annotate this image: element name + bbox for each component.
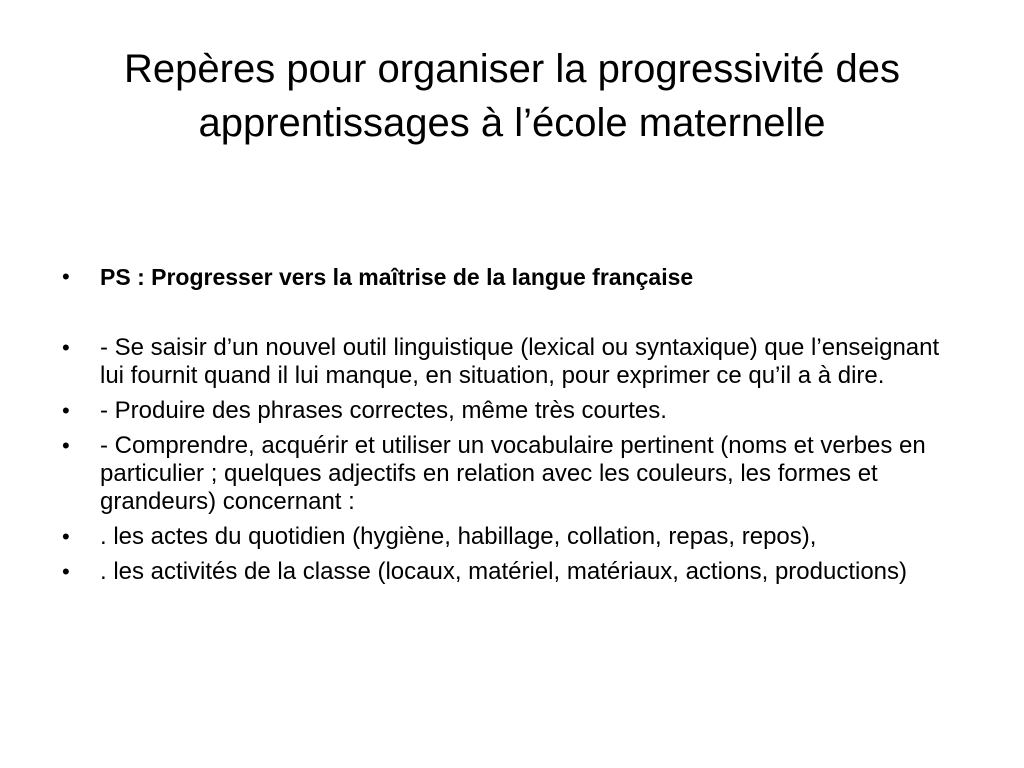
bullet-text: - Produire des phrases correctes, même très courtes. [100, 397, 667, 424]
slide-title [40, 42, 984, 150]
bullet-text: - Comprendre, acquérir et utiliser un vocabulaire pertinent (noms et verbes en particulier ; quelques adjectifs en relation avec les couleurs, les formes et grandeurs) concernant : [100, 432, 926, 515]
bullet-icon: • [62, 264, 70, 289]
bullet-icon: • [62, 398, 70, 423]
slide-title-line-2: apprentissages à l’école maternelle [198, 101, 826, 145]
bullet-item [62, 397, 967, 425]
bullet-icon: • [62, 433, 70, 458]
bullet-item [62, 523, 967, 551]
bullet-list [62, 263, 967, 593]
bullet-text: - Se saisir d’un nouvel outil linguistique (lexical ou syntaxique) que l’enseignant lui fournit quand il lui manque, en situation, pour exprimer ce qu’il a à dire. [100, 334, 940, 389]
bullet-text: . les actes du quotidien (hygiène, habillage, collation, repas, repos), [100, 523, 817, 550]
bullet-item-heading [62, 263, 967, 292]
bullet-item [62, 334, 967, 390]
bullet-item [62, 558, 967, 586]
bullet-text: . les activités de la classe (locaux, matériel, matériaux, actions, productions) [100, 558, 908, 585]
bullet-item [62, 432, 967, 516]
bullet-icon: • [62, 524, 70, 549]
slide-title-line-1: Repères pour organiser la progressivité des [124, 47, 900, 91]
bullet-icon: • [62, 559, 70, 584]
bullet-icon: • [62, 335, 70, 360]
bullet-text: PS : Progresser vers la maîtrise de la langue française [100, 264, 694, 290]
